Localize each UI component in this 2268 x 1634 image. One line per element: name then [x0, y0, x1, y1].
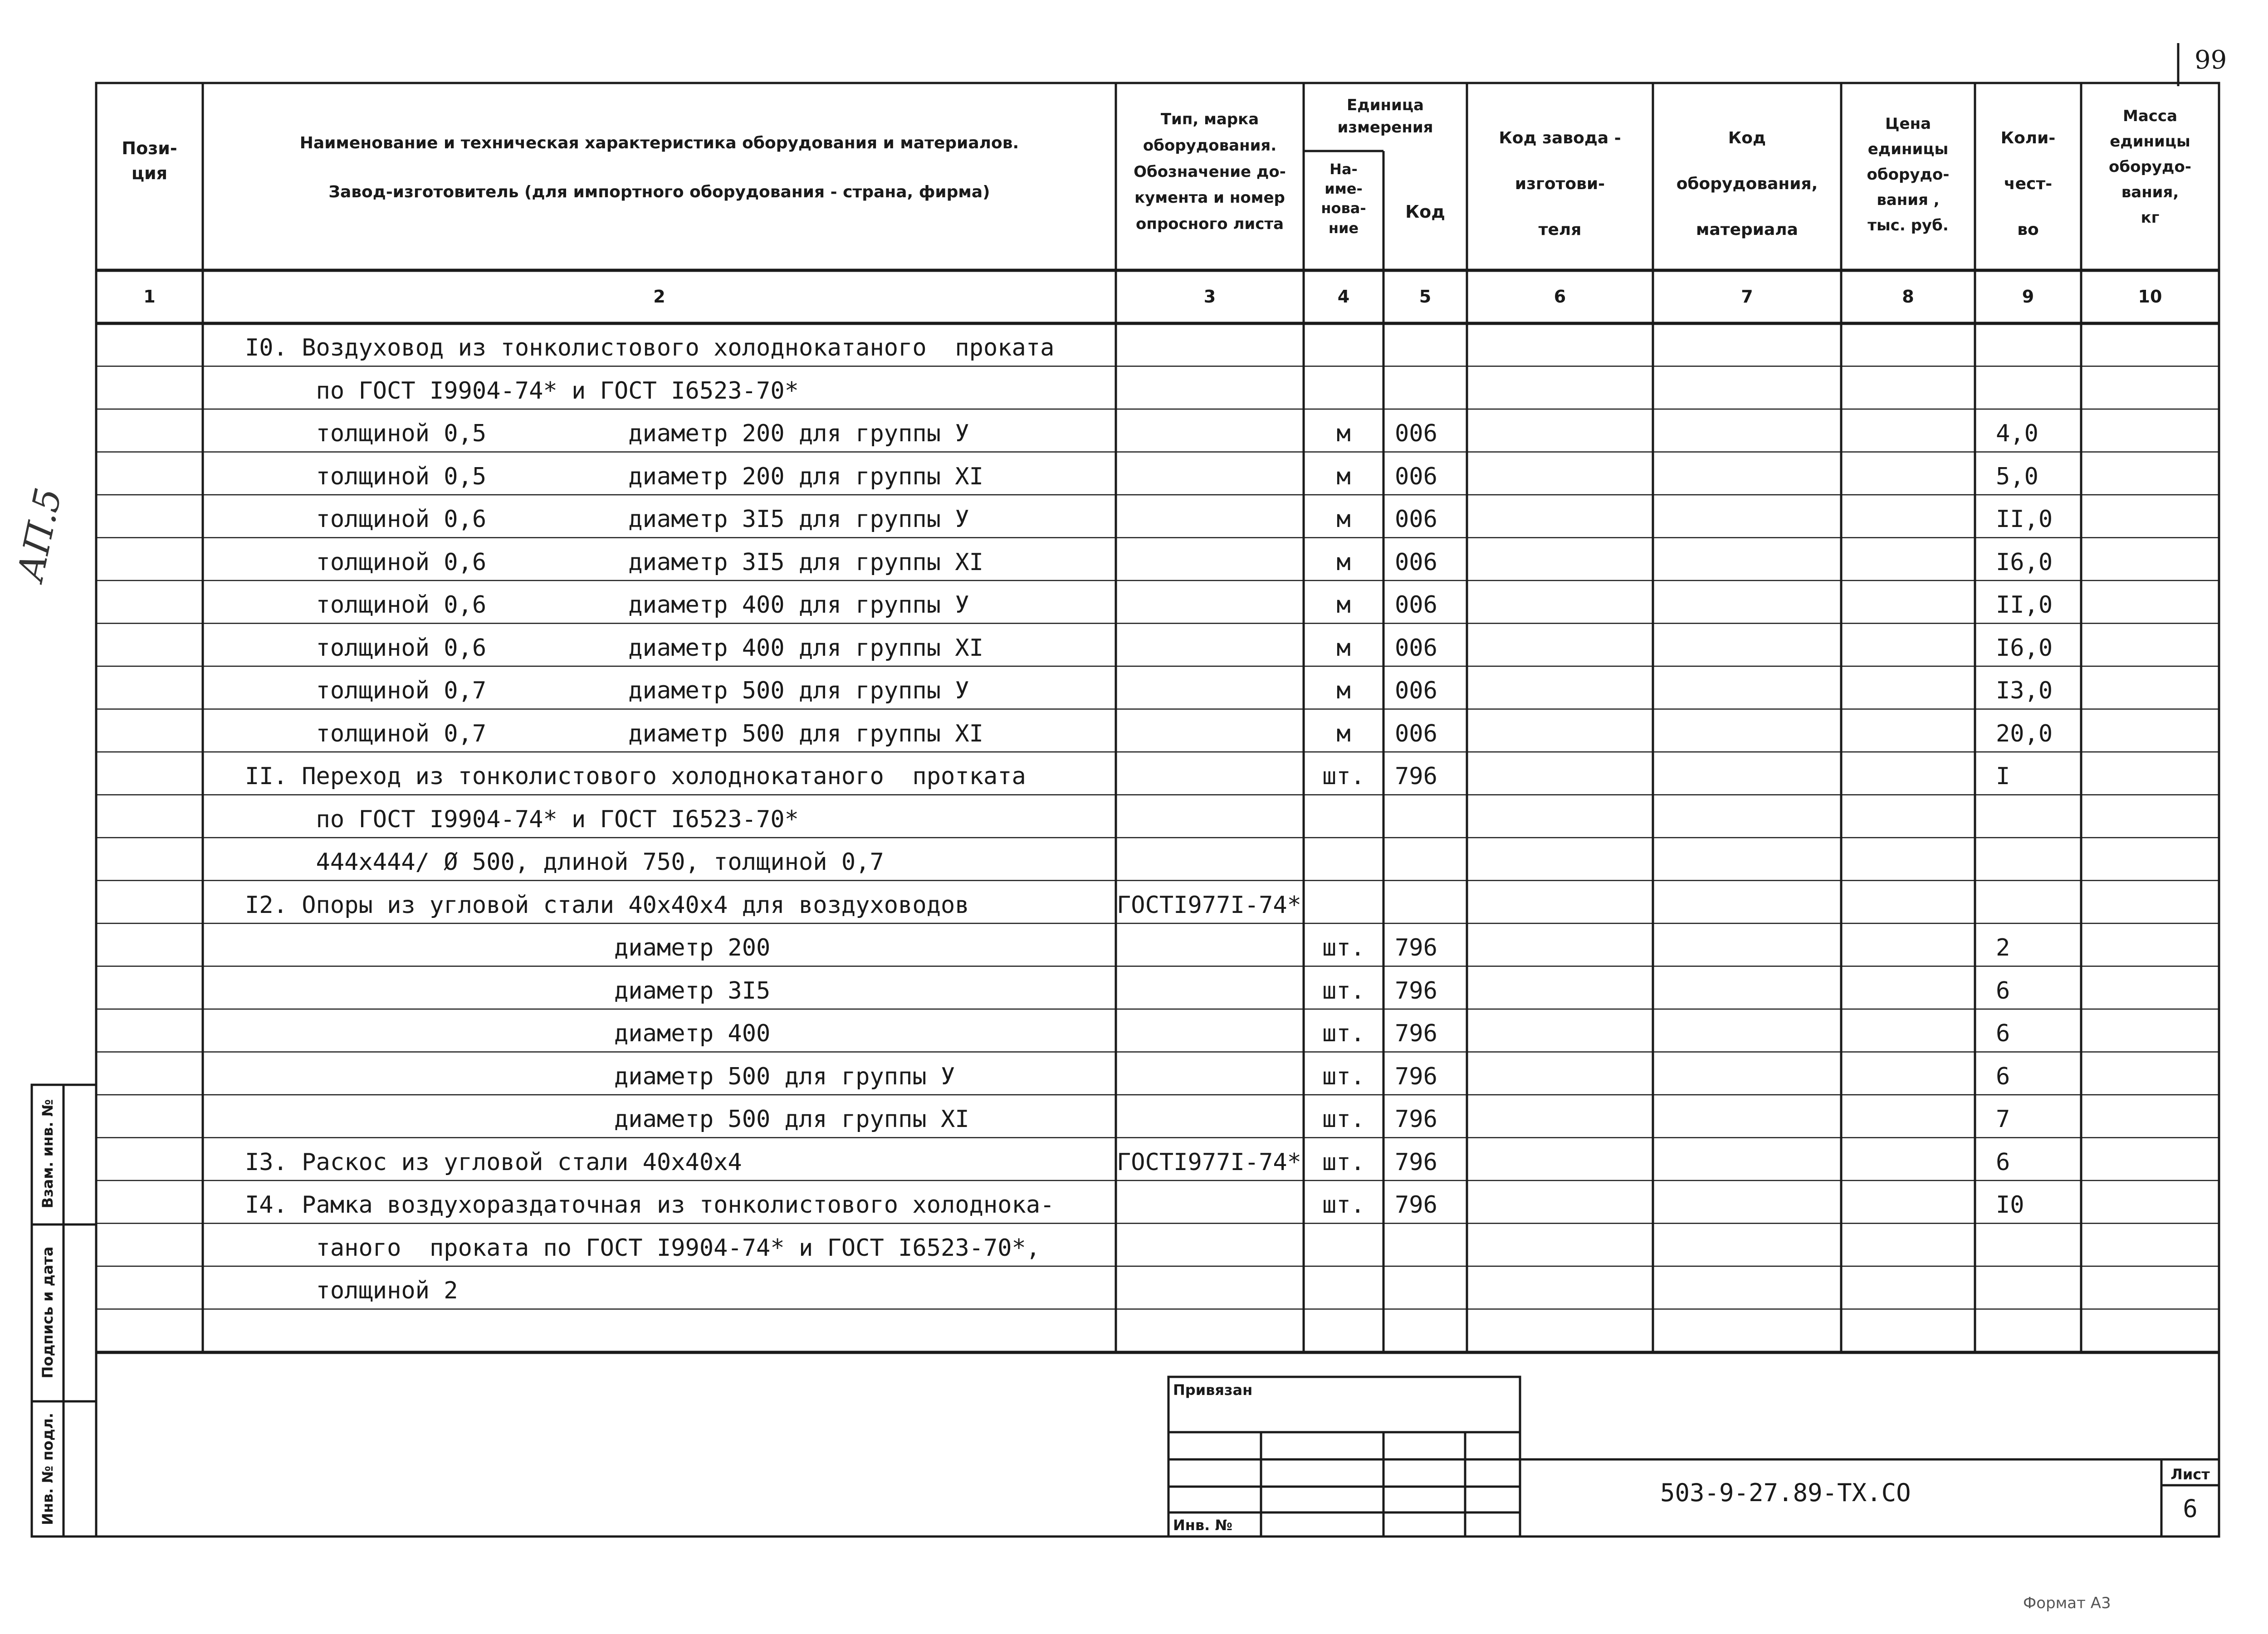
- unit-name-cell: м: [1336, 463, 1351, 490]
- item-name-cell: диаметр 400: [245, 1020, 771, 1047]
- quantity-cell: 2: [1996, 934, 2010, 961]
- quantity-cell: II,0: [1996, 591, 2053, 619]
- item-name-cell: I3. Раскос из угловой стали 40х40х4: [245, 1148, 742, 1176]
- column-number: 4: [1337, 287, 1350, 307]
- unit-name-cell: шт.: [1322, 1020, 1365, 1047]
- header-col-equipment-code: Код оборудования, материала: [1676, 129, 1818, 239]
- item-name-cell: по ГОСТ I9904-74* и ГОСТ I6523-70*: [245, 805, 799, 833]
- unit-name-cell: м: [1336, 677, 1351, 704]
- unit-name-cell: шт.: [1322, 1063, 1365, 1090]
- document-code: 503-9-27.89-ТХ.СО: [1660, 1478, 1911, 1507]
- unit-code-cell: 796: [1395, 934, 1437, 961]
- unit-name-cell: шт.: [1322, 934, 1365, 961]
- unit-code-cell: 796: [1395, 977, 1437, 1005]
- quantity-cell: 5,0: [1996, 463, 2038, 490]
- unit-code-cell: 006: [1395, 420, 1437, 447]
- header-col-unit-code: Код: [1405, 202, 1445, 222]
- stamp-privyazan-label: Привязан: [1173, 1381, 1253, 1399]
- header-col-name-line1: Наименование и техническая характеристика оборудования и материалов.: [299, 134, 1019, 152]
- item-name-cell: толщиной 2: [245, 1277, 458, 1304]
- unit-code-cell: 006: [1395, 634, 1437, 662]
- margin-label-inv-podl: Инв. № подл.: [39, 1413, 56, 1525]
- unit-name-cell: шт.: [1322, 1148, 1365, 1176]
- item-name-cell: толщиной 0,6 диаметр 3I5 для группы У: [245, 506, 969, 533]
- unit-code-cell: 796: [1395, 1063, 1437, 1090]
- item-name-cell: толщиной 0,5 диаметр 200 для группы У: [245, 420, 969, 447]
- margin-label-vzam: Взам. инв. №: [39, 1099, 56, 1209]
- item-name-cell: 444х444/ Ø 500, длиной 750, толщиной 0,7: [245, 849, 884, 876]
- unit-code-cell: 006: [1395, 591, 1437, 619]
- column-number: 9: [2022, 287, 2034, 307]
- unit-code-cell: 006: [1395, 548, 1437, 576]
- item-name-cell: диаметр 500 для группы XI: [245, 1106, 969, 1133]
- quantity-cell: 20,0: [1996, 720, 2053, 747]
- stamp-inv-label: Инв. №: [1173, 1517, 1232, 1534]
- item-name-cell: диаметр 200: [245, 934, 771, 961]
- item-name-cell: таного проката по ГОСТ I9904-74* и ГОСТ I6523-70*,: [245, 1234, 1041, 1262]
- item-name-cell: I2. Опоры из угловой стали 40х40х4 для воздуховодов: [245, 891, 969, 919]
- item-name-cell: II. Переход из тонколистового холоднокатаного протката: [245, 763, 1026, 790]
- quantity-cell: II,0: [1996, 506, 2053, 533]
- item-name-cell: диаметр 500 для группы У: [245, 1063, 955, 1090]
- item-name-cell: толщиной 0,7 диаметр 500 для группы У: [245, 677, 969, 704]
- column-number: 1: [143, 287, 156, 307]
- item-type-cell: ГОСТI977I-74*: [1117, 891, 1301, 919]
- item-name-cell: толщиной 0,6 диаметр 400 для группы У: [245, 591, 969, 619]
- unit-code-cell: 006: [1395, 677, 1437, 704]
- unit-code-cell: 006: [1395, 506, 1437, 533]
- unit-name-cell: шт.: [1322, 1191, 1365, 1219]
- unit-code-cell: 006: [1395, 720, 1437, 747]
- header-col-quantity: Коли- чест- во: [2000, 129, 2056, 239]
- item-name-cell: I4. Рамка воздухораздаточная из тонколистового холоднока-: [245, 1191, 1055, 1219]
- column-number: 5: [1419, 287, 1432, 307]
- header-col-mass: Масса единицы оборудо- вания, кг: [2109, 107, 2191, 227]
- quantity-cell: I6,0: [1996, 548, 2053, 576]
- unit-code-cell: 796: [1395, 1191, 1437, 1219]
- sheet-corner-number: 99: [2195, 45, 2227, 75]
- quantity-cell: I: [1996, 763, 2010, 790]
- unit-name-cell: м: [1336, 634, 1351, 662]
- item-name-cell: толщиной 0,5 диаметр 200 для группы XI: [245, 463, 983, 490]
- column-number: 7: [1741, 287, 1753, 307]
- unit-name-cell: м: [1336, 720, 1351, 747]
- quantity-cell: 6: [1996, 977, 2010, 1005]
- header-col-name-line2: Завод-изготовитель (для импортного оборудования - страна, фирма): [328, 183, 990, 201]
- column-number: 10: [2138, 287, 2162, 307]
- column-number: 2: [653, 287, 665, 307]
- unit-code-cell: 796: [1395, 1106, 1437, 1133]
- unit-name-cell: м: [1336, 548, 1351, 576]
- format-label: Формат А3: [2023, 1594, 2111, 1612]
- margin-label-podpis: Подпись и дата: [39, 1246, 56, 1379]
- unit-name-cell: шт.: [1322, 763, 1365, 790]
- item-name-cell: толщиной 0,7 диаметр 500 для группы XI: [245, 720, 983, 747]
- handwritten-side-note: АП.5: [9, 484, 70, 585]
- item-name-cell: толщиной 0,6 диаметр 3I5 для группы XI: [245, 548, 983, 576]
- item-name-cell: I0. Воздуховод из тонколистового холоднокатаного проката: [245, 334, 1055, 361]
- unit-name-cell: шт.: [1322, 1106, 1365, 1133]
- header-col-type: Тип, марка оборудования. Обозначение до- кумента и номер опросного листа: [1134, 110, 1286, 234]
- quantity-cell: I0: [1996, 1191, 2024, 1219]
- quantity-cell: 6: [1996, 1148, 2010, 1176]
- item-name-cell: толщиной 0,6 диаметр 400 для группы XI: [245, 634, 983, 662]
- header-col-price: Цена единицы оборудо- вания , тыс. руб.: [1867, 115, 1950, 235]
- quantity-cell: I6,0: [1996, 634, 2053, 662]
- quantity-cell: 4,0: [1996, 420, 2038, 447]
- unit-code-cell: 796: [1395, 1020, 1437, 1047]
- column-number: 3: [1203, 287, 1216, 307]
- quantity-cell: I3,0: [1996, 677, 2053, 704]
- unit-code-cell: 796: [1395, 1148, 1437, 1176]
- quantity-cell: 7: [1996, 1106, 2010, 1133]
- item-name-cell: диаметр 3I5: [245, 977, 771, 1005]
- unit-code-cell: 796: [1395, 763, 1437, 790]
- item-type-cell: ГОСТI977I-74*: [1117, 1148, 1301, 1176]
- stamp-list-number: 6: [2183, 1494, 2198, 1523]
- unit-name-cell: м: [1336, 506, 1351, 533]
- unit-name-cell: шт.: [1322, 977, 1365, 1005]
- quantity-cell: 6: [1996, 1063, 2010, 1090]
- quantity-cell: 6: [1996, 1020, 2010, 1047]
- header-col-unit-name: На- име- нова- ние: [1321, 161, 1366, 237]
- column-number: 8: [1902, 287, 1914, 307]
- unit-name-cell: м: [1336, 591, 1351, 619]
- header-col-unit-group: Единица измерения: [1337, 96, 1433, 137]
- stamp-list-label: Лист: [2170, 1466, 2210, 1483]
- item-name-cell: по ГОСТ I9904-74* и ГОСТ I6523-70*: [245, 377, 799, 405]
- column-number: 6: [1554, 287, 1566, 307]
- header-col-factory-code: Код завода - изготови- теля: [1499, 129, 1621, 239]
- unit-code-cell: 006: [1395, 463, 1437, 490]
- unit-name-cell: м: [1336, 420, 1351, 447]
- header-col-position: Пози- ция: [122, 138, 177, 184]
